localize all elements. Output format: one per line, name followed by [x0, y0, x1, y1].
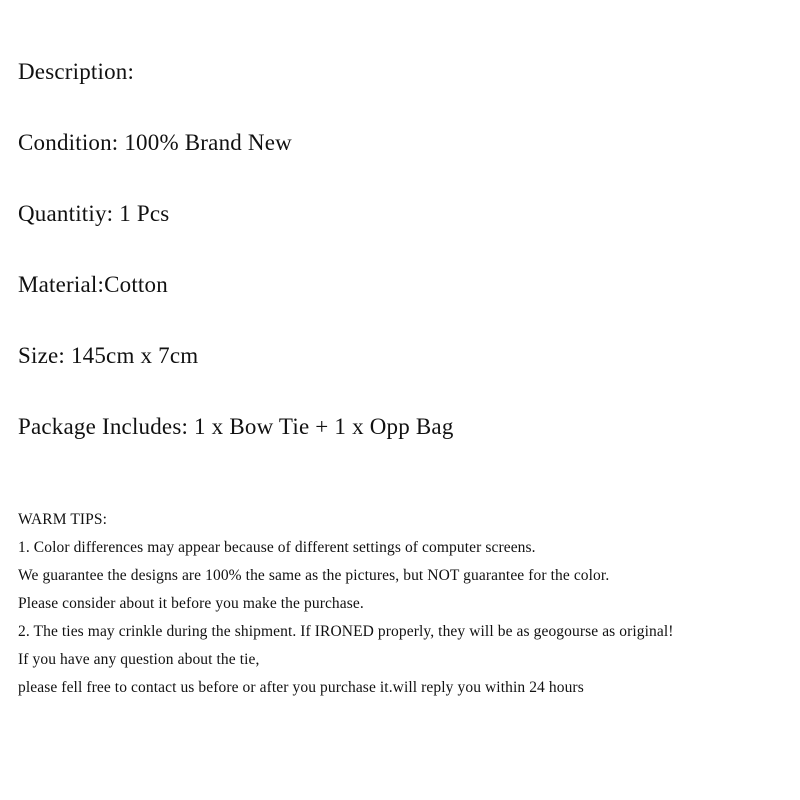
size-line: Size: 145cm x 7cm — [18, 343, 199, 368]
description-heading: Description: — [18, 59, 135, 84]
warm-tip-line: If you have any question about the tie, — [18, 651, 260, 668]
warm-tip-line: We guarantee the designs are 100% the same as the pictures, but NOT guarantee for the color. — [18, 567, 610, 584]
package-line: Package Includes: 1 x Bow Tie + 1 x Opp Bag — [18, 414, 454, 439]
material-line: Material:Cotton — [18, 272, 168, 297]
quantity-line: Quantitiy: 1 Pcs — [18, 201, 170, 226]
warm-tip-line: 1. Color differences may appear because of different settings of computer screens. — [18, 539, 536, 556]
warm-tips — [18, 506, 674, 702]
warm-tip-line: Please consider about it before you make the purchase. — [18, 595, 364, 612]
warm-tips-heading: WARM TIPS: — [18, 511, 107, 528]
condition-line: Condition: 100% Brand New — [18, 130, 292, 155]
warm-tip-line: 2. The ties may crinkle during the shipment. If IRONED properly, they will be as geogourse as original! — [18, 623, 674, 640]
warm-tip-line: please fell free to contact us before or after you purchase it.will reply you within 24 hours — [18, 679, 584, 696]
